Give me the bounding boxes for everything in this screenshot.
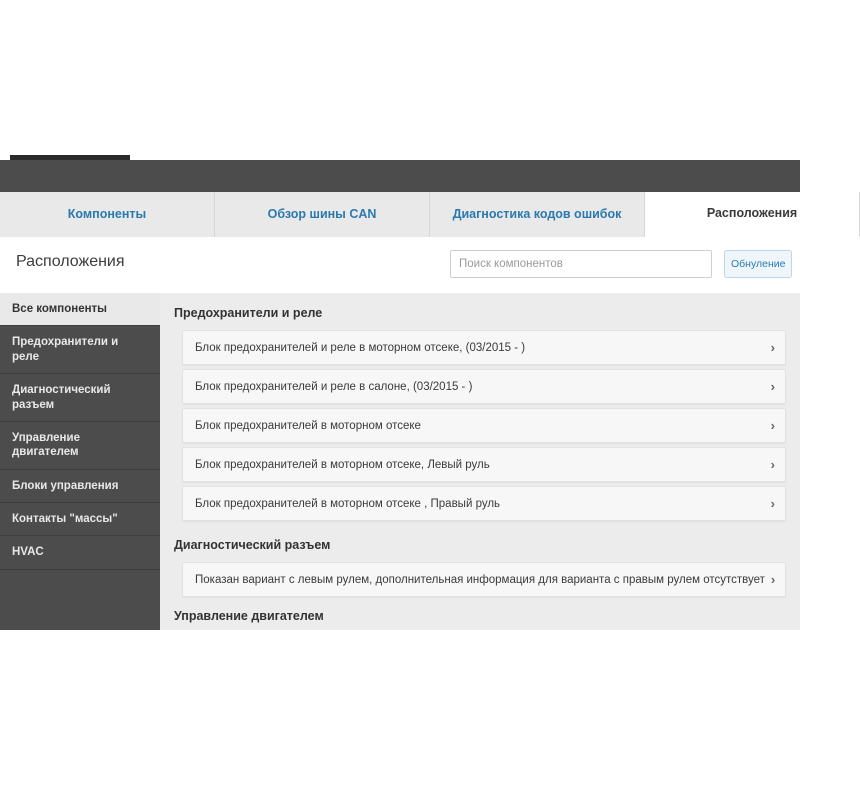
tab-locations[interactable] xyxy=(645,192,860,237)
sidebar-item-fuses-relays[interactable] xyxy=(0,326,160,374)
chevron-right-icon: › xyxy=(770,379,775,394)
list-item[interactable] xyxy=(182,408,786,443)
sidebar-item-label: Диагностический разъем xyxy=(12,384,111,411)
chevron-right-icon: › xyxy=(770,496,775,511)
sidebar-item-label: Предохранители и реле xyxy=(12,336,119,363)
section-title-fuses-relays: Предохранители и реле xyxy=(174,306,323,320)
sidebar-item-label: HVAC xyxy=(12,546,44,559)
tab-can-bus-overview[interactable] xyxy=(215,192,430,237)
tab-bar xyxy=(0,192,800,238)
app-top-bar xyxy=(0,160,800,192)
sidebar-item-hvac[interactable] xyxy=(0,536,160,569)
sidebar-item-control-units[interactable] xyxy=(0,470,160,503)
sidebar-item-diagnostic-connector[interactable] xyxy=(0,374,160,422)
sidebar-item-engine-management[interactable] xyxy=(0,422,160,470)
sidebar-item-label: Управление двигателем xyxy=(12,431,80,459)
chevron-right-icon: › xyxy=(770,340,775,355)
tab-components[interactable] xyxy=(0,192,215,237)
chevron-right-icon: › xyxy=(770,418,775,433)
list-item[interactable] xyxy=(182,486,786,521)
list-item-label: Блок предохранителей в моторном отсеке, Левый руль xyxy=(195,458,490,471)
list-item-label: Блок предохранителей и реле в салоне, (03/2015 - ) xyxy=(195,380,473,393)
section-title-diagnostic-connector: Диагностический разъем xyxy=(174,538,331,552)
list-item[interactable] xyxy=(182,369,786,404)
sidebar xyxy=(0,293,160,630)
sidebar-item-all-components[interactable] xyxy=(0,293,160,326)
tab-fault-code-diagnostics[interactable] xyxy=(430,192,645,237)
page-header xyxy=(0,237,800,294)
list-item[interactable] xyxy=(182,562,786,597)
tab-label: Обзор шины CAN xyxy=(267,206,377,221)
tab-label: Расположения xyxy=(706,206,798,221)
sidebar-item-label: Блоки управления xyxy=(12,479,119,492)
list-item-label: Блок предохранителей в моторном отсеке xyxy=(195,419,421,432)
tab-label: Диагностика кодов ошибок xyxy=(452,206,622,221)
list-item-label: Блок предохранителей и реле в моторном отсеке, (03/2015 - ) xyxy=(195,341,526,354)
sidebar-item-label: Все компоненты xyxy=(12,303,107,315)
list-item-label: Блок предохранителей в моторном отсеке , Правый руль xyxy=(195,497,501,510)
chevron-right-icon: › xyxy=(770,572,776,587)
list-item-label: Показан вариант с левым рулем, дополнительная информация для варианта с правым рулем отсутствует xyxy=(195,573,765,586)
list-item[interactable] xyxy=(182,330,786,365)
tab-label: Компоненты xyxy=(67,206,147,221)
sidebar-item-label: Контакты "массы" xyxy=(12,513,118,525)
search-input[interactable] xyxy=(450,250,712,278)
list-item[interactable] xyxy=(182,447,786,482)
page-title: Расположения xyxy=(16,253,125,270)
chevron-right-icon: › xyxy=(770,457,775,472)
section-title-engine-management: Управление двигателем xyxy=(174,609,324,623)
reset-button[interactable]: Обнуление xyxy=(724,250,792,278)
content-panel xyxy=(160,293,800,630)
sidebar-item-ground-points[interactable] xyxy=(0,503,160,536)
